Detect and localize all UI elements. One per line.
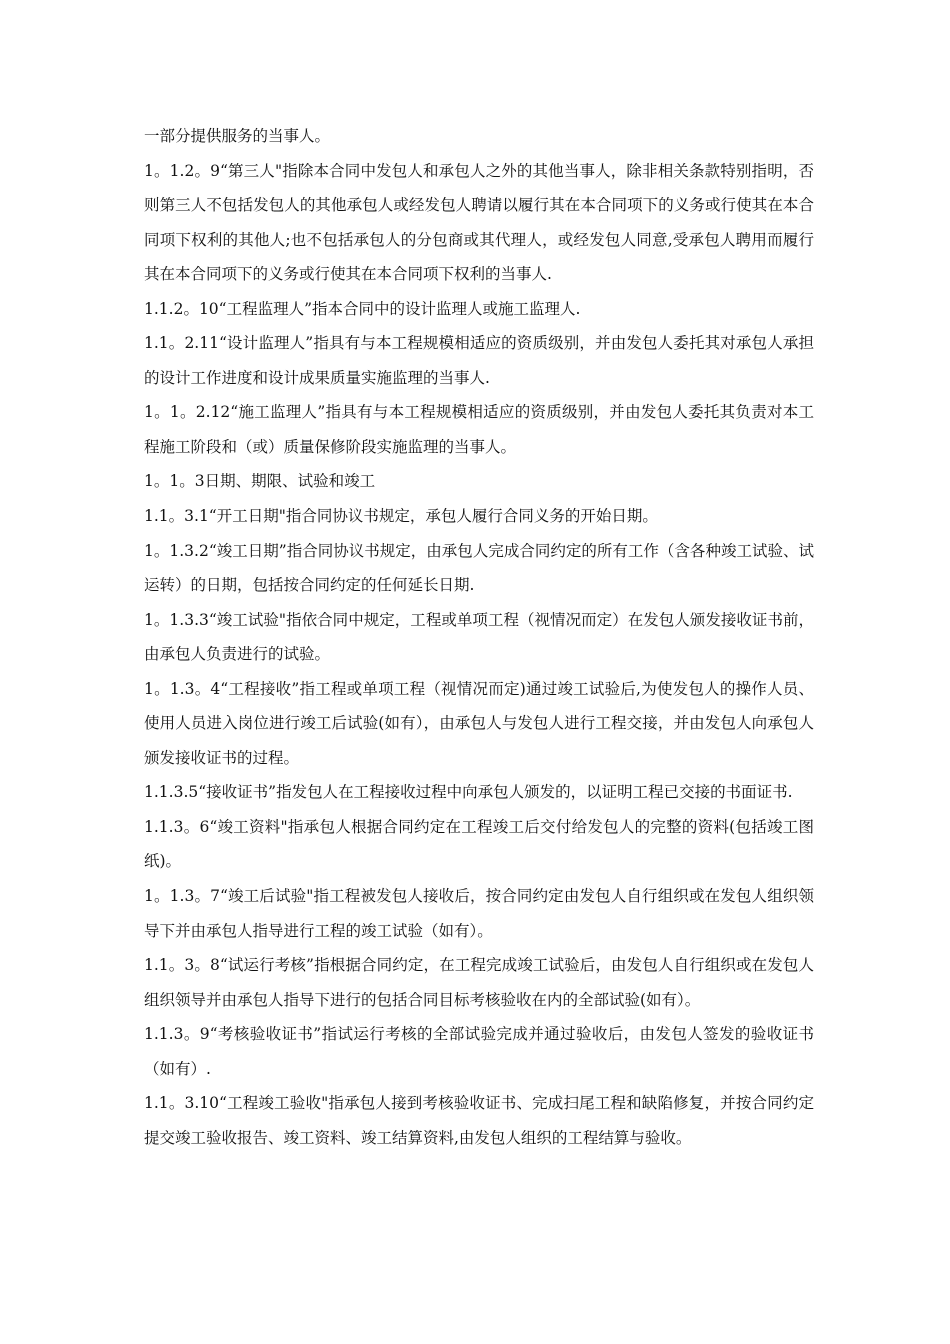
paragraph: 1.1.3。9“考核验收证书”指试运行考核的全部试验完成并通过验收后，由发包人签发的验收证书（如有）. xyxy=(144,1025,814,1078)
paragraph: 1。1。2.12“施工监理人”指具有与本工程规模相适应的资质级别，并由发包人委托其负责对本工程施工阶段和（或）质量保修阶段实施监理的当事人。 xyxy=(144,403,814,456)
paragraph: 1.1。2.11“设计监理人”指具有与本工程规模相适应的资质级别，并由发包人委托其对承包人承担的设计工作进度和设计成果质量实施监理的当事人. xyxy=(144,334,814,387)
paragraph: 1。1.3.3“竣工试验"指依合同中规定，工程或单项工程（视情况而定）在发包人颁发接收证书前，由承包人负责进行的试验。 xyxy=(144,610,814,664)
paragraph: 1。1.3。7“竣工后试验"指工程被发包人接收后，按合同约定由发包人自行组织或在发包人组织领导下并由承包人指导进行工程的竣工试验（如有）。 xyxy=(144,887,814,940)
section-heading: 1。1。3日期、期限、试验和竣工 xyxy=(144,472,376,491)
paragraph: 1.1.3.5“接收证书”指发包人在工程接收过程中向承包人颁发的，以证明工程已交接的书面证书. xyxy=(144,783,793,802)
paragraph: 1。1.3。4“工程接收”指工程或单项工程（视情况而定)通过竣工试验后,为使发包人的操作人员、使用人员进入岗位进行竣工后试验(如有），由承包人与发包人进行工程交接，并由发包人向承包人颁发接收证书的过程。 xyxy=(144,679,814,767)
paragraph: 1。1.3.2“竣工日期”指合同协议书规定，由承包人完成合同约定的所有工作（含各种竣工试验、试运转）的日期，包括按合同约定的任何延长日期. xyxy=(144,541,814,595)
paragraph: 1.1.2。10“工程监理人”指本合同中的设计监理人或施工监理人. xyxy=(144,299,581,318)
paragraph: 一部分提供服务的当事人。 xyxy=(144,127,331,145)
document-body xyxy=(144,119,814,1155)
paragraph: 1。1.2。9“第三人"指除本合同中发包人和承包人之外的其他当事人，除非相关条款特别指明，否则第三人不包括发包人的其他承包人或经发包人聘请以履行其在本合同项下的义务或行使其在本合同项下权利的其他人;也不包括承包人的分包商或其代理人，或经发包人同意,受承包人聘用而履行其在本合同项下的义务或行使其在本合同项下权利的当事人. xyxy=(144,161,814,284)
paragraph: 1.1。3.1“开工日期"指合同协议书规定，承包人履行合同义务的开始日期。 xyxy=(144,507,658,526)
paragraph: 1.1.3。6“竣工资料"指承包人根据合同约定在工程竣工后交付给发包人的完整的资料(包括竣工图纸)。 xyxy=(144,817,814,871)
paragraph: 1.1。3。8“试运行考核”指根据合同约定，在工程完成竣工试验后，由发包人自行组织或在发包人组织领导并由承包人指导下进行的包括合同目标考核验收在内的全部试验(如有）。 xyxy=(144,956,814,1009)
paragraph: 1.1。3.10“工程竣工验收"指承包人接到考核验收证书、完成扫尾工程和缺陷修复，并按合同约定提交竣工验收报告、竣工资料、竣工结算资料,由发包人组织的工程结算与验收。 xyxy=(144,1094,814,1147)
